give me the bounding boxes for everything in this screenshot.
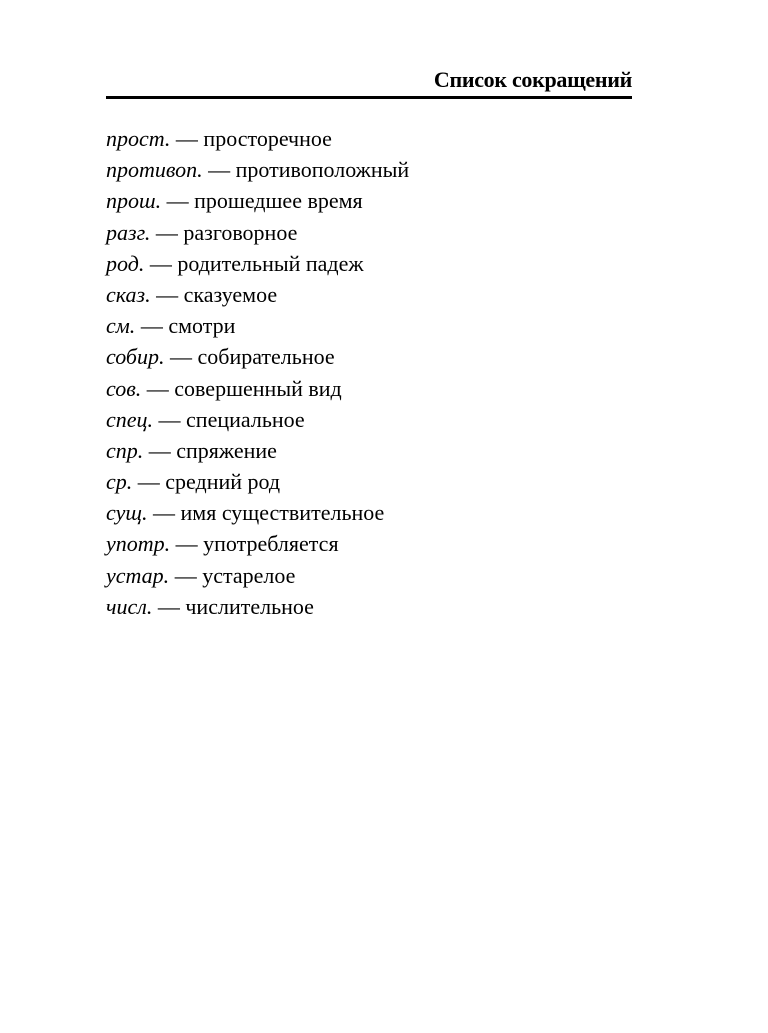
abbreviation: спр. — [106, 437, 144, 463]
abbreviation-meaning: имя существительное — [180, 500, 385, 526]
abbreviation: сов. — [106, 375, 142, 401]
separator: — — [141, 375, 175, 401]
abbreviation: прош. — [106, 188, 162, 214]
abbreviation: разг. — [106, 219, 151, 245]
separator: — — [161, 188, 195, 214]
list-item — [106, 560, 632, 591]
abbreviation-list — [106, 123, 632, 622]
abbreviation-meaning: спряжение — [176, 437, 277, 463]
abbreviation-meaning: совершенный вид — [174, 375, 342, 401]
list-item — [106, 466, 632, 497]
separator: — — [169, 562, 203, 588]
list-item — [106, 497, 632, 528]
list-item — [106, 310, 632, 341]
list-item — [106, 185, 632, 216]
separator: — — [144, 250, 178, 276]
separator: — — [202, 157, 236, 183]
abbreviation: спец. — [106, 406, 154, 432]
list-item — [106, 435, 632, 466]
abbreviation-meaning: родительный падеж — [177, 250, 364, 276]
abbreviation: числ. — [106, 593, 153, 619]
abbreviation-meaning: сказуемое — [183, 281, 278, 307]
list-item — [106, 341, 632, 372]
abbreviation: ср. — [106, 469, 133, 495]
abbreviation: сказ. — [106, 281, 151, 307]
abbreviation-meaning: специальное — [186, 406, 305, 432]
list-item — [106, 591, 632, 622]
abbreviation-meaning: смотри — [168, 313, 236, 339]
separator: — — [132, 469, 166, 495]
list-item — [106, 373, 632, 404]
abbreviation-meaning: противоположный — [235, 157, 410, 183]
list-item — [106, 217, 632, 248]
separator: — — [153, 406, 187, 432]
list-item — [106, 404, 632, 435]
separator: — — [143, 437, 177, 463]
abbreviation-meaning: прошедшее время — [194, 188, 363, 214]
abbreviation-meaning: средний род — [165, 469, 281, 495]
list-item — [106, 528, 632, 559]
abbreviation-meaning: употребляется — [203, 531, 339, 557]
list-item — [106, 123, 632, 154]
abbreviation-meaning: числительное — [185, 593, 314, 619]
separator: — — [135, 313, 169, 339]
separator: — — [164, 344, 198, 370]
separator: — — [150, 219, 184, 245]
separator: — — [170, 126, 204, 151]
abbreviation: род. — [106, 250, 145, 276]
abbreviation: противоп. — [106, 157, 203, 183]
abbreviation-meaning: просторечное — [203, 126, 332, 151]
abbreviation: прост. — [106, 126, 171, 151]
list-item — [106, 154, 632, 185]
separator: — — [147, 500, 181, 526]
abbreviation: употр. — [106, 531, 171, 557]
abbreviation-meaning: собирательное — [197, 344, 335, 370]
separator: — — [152, 593, 186, 619]
abbreviation: сущ. — [106, 500, 148, 526]
separator: — — [170, 531, 204, 557]
abbreviation: собир. — [106, 344, 165, 370]
separator: — — [150, 281, 184, 307]
abbreviation-meaning: устарелое — [202, 562, 296, 588]
header-rule — [106, 96, 632, 99]
running-head: Список сокращений — [433, 67, 632, 92]
list-item — [106, 279, 632, 310]
abbreviation: см. — [106, 313, 136, 339]
abbreviation: устар. — [106, 562, 170, 588]
list-item — [106, 248, 632, 279]
abbreviation-meaning: разговорное — [183, 219, 298, 245]
